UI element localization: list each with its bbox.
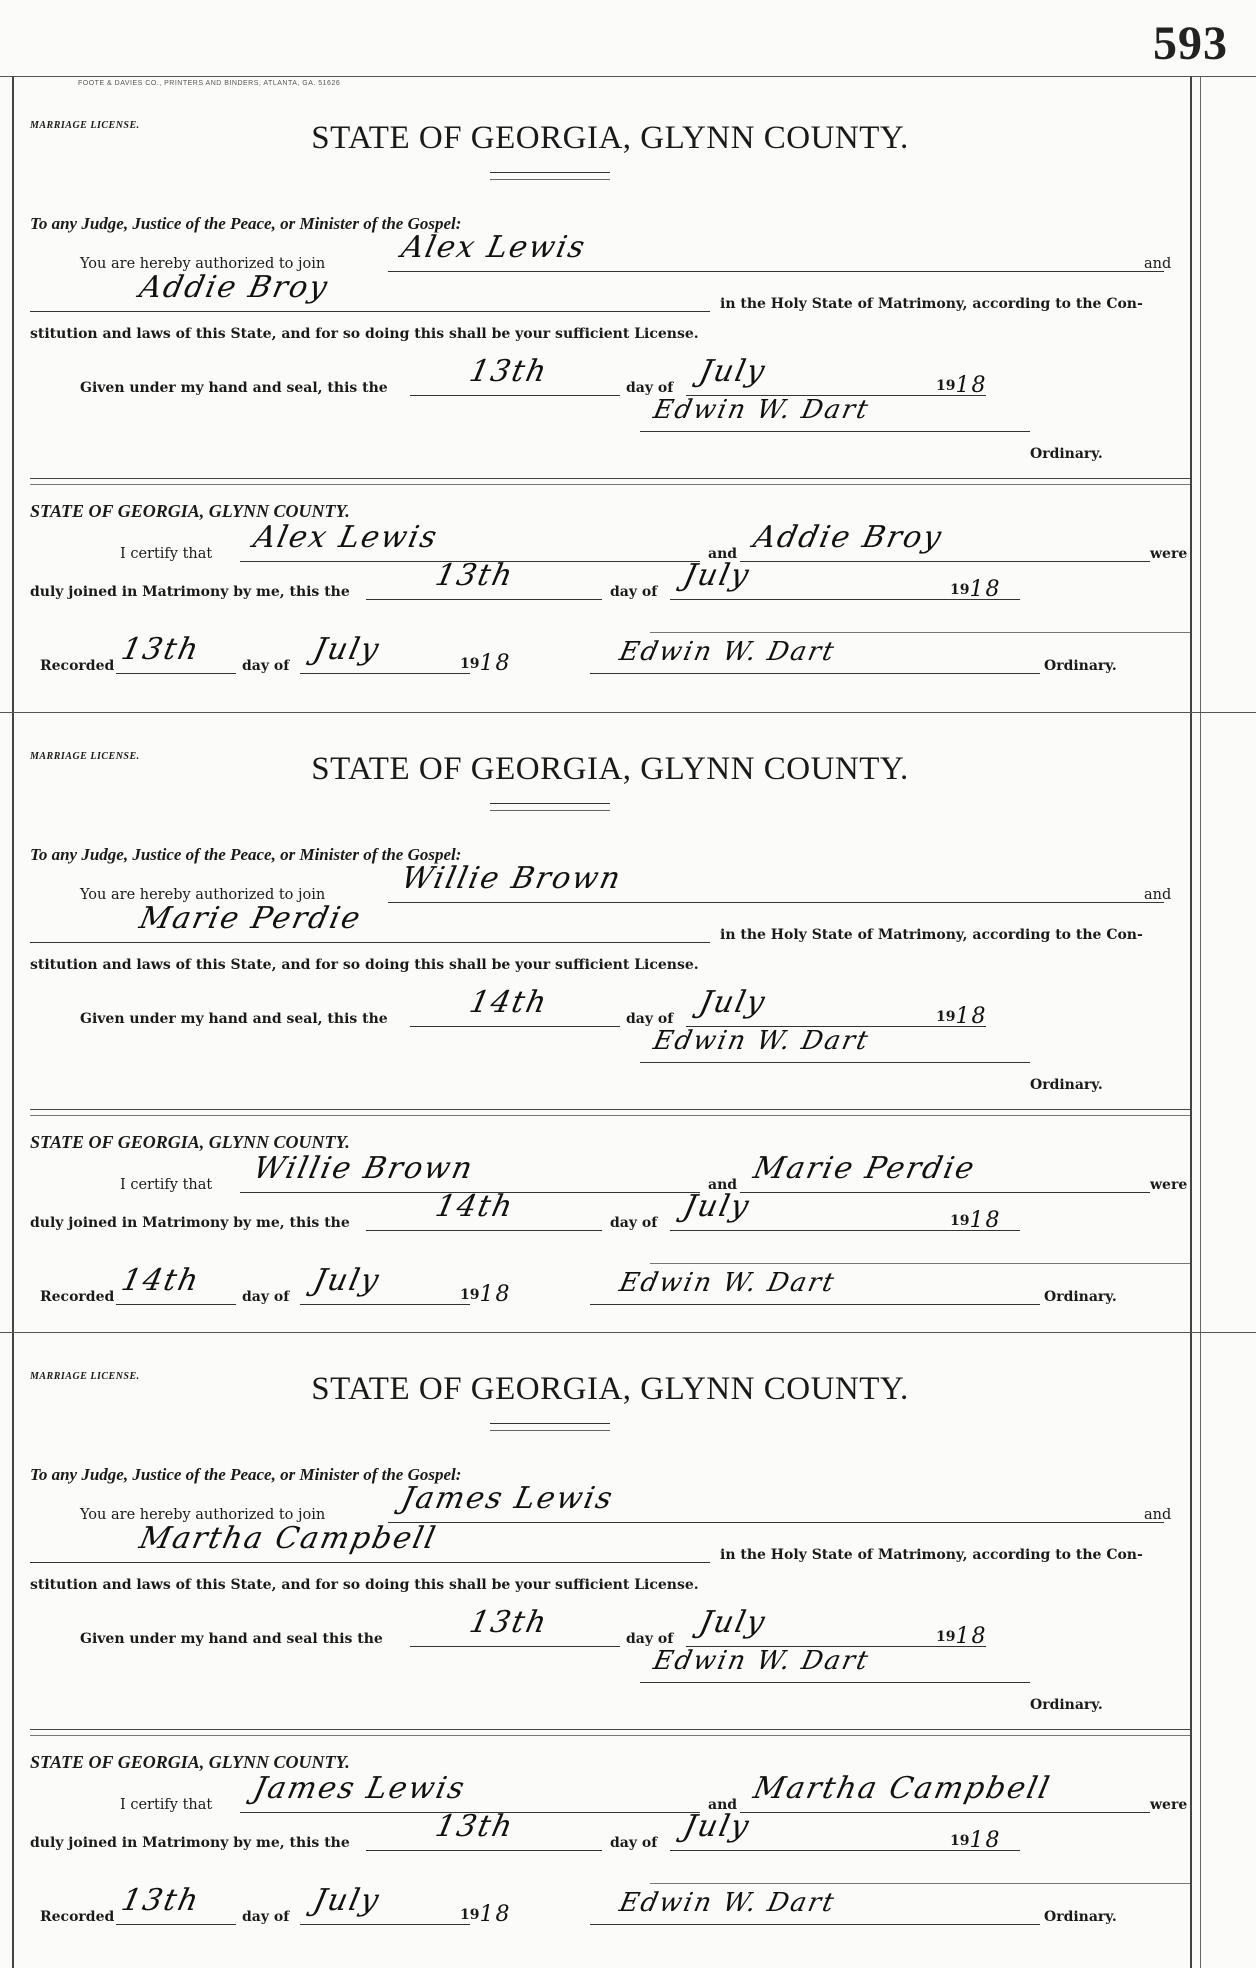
title-rule — [490, 1423, 610, 1424]
married-year-value: 18 — [969, 1208, 1002, 1233]
recorded-year-prefix: 19 — [460, 1907, 480, 1923]
married-month: July — [680, 1189, 754, 1224]
recorded-year-prefix: 19 — [460, 1287, 480, 1303]
constitution-text: stitution and laws of this State, and for so doing this shall be your sufficient License. — [30, 1577, 699, 1593]
day-of-text: day of — [626, 1011, 674, 1027]
day-of-text: day of — [626, 1631, 674, 1647]
ordinary-line — [30, 1061, 1190, 1101]
address-line — [30, 202, 1190, 242]
recorded-year-value: 18 — [479, 651, 512, 676]
groom-blank — [388, 861, 1164, 903]
recorded-year-value: 18 — [479, 1902, 512, 1927]
cert-day-of-text: day of — [610, 1835, 658, 1851]
license-day-blank — [410, 354, 620, 396]
recorded-day-blank — [116, 1263, 236, 1305]
bride-blank — [30, 270, 710, 312]
recorded-day: 13th — [118, 632, 204, 667]
duly-joined-text: duly joined in Matrimony by me, this the — [30, 1215, 350, 1231]
given-text: Given under my hand and seal, this the — [80, 380, 388, 396]
left-margin-rule — [12, 76, 14, 1968]
certify-text: I certify that — [120, 1177, 213, 1193]
married-year — [950, 1206, 1001, 1231]
cert-signature-rule — [650, 1263, 1190, 1264]
title-rule-lower — [490, 179, 610, 180]
recorded-day: 14th — [118, 1263, 204, 1298]
married-month: July — [680, 558, 754, 593]
recorded-text: Recorded — [40, 1289, 115, 1305]
bride-blank — [30, 901, 710, 943]
groom-blank — [388, 230, 1164, 272]
license-year-value: 18 — [955, 1004, 988, 1029]
page-number: 593 — [1153, 17, 1228, 70]
married-year-prefix: 19 — [950, 1213, 970, 1229]
addressee-text: To any Judge, Justice of the Peace, or Minister of the Gospel: — [30, 214, 462, 233]
ordinary-label: Ordinary. — [1030, 1077, 1103, 1093]
were-text: were — [1150, 1177, 1188, 1193]
ordinary-signature-blank — [640, 1028, 1030, 1063]
given-text: Given under my hand and seal this the — [80, 1631, 383, 1647]
year-prefix: 19 — [936, 1629, 956, 1645]
married-day-blank — [366, 558, 602, 600]
married-day: 13th — [432, 558, 518, 593]
and-text: and — [1144, 887, 1172, 903]
bride-name: Addie Broy — [136, 270, 333, 305]
married-day: 13th — [432, 1809, 518, 1844]
duly-joined-text: duly joined in Matrimony by me, this the — [30, 1835, 350, 1851]
ordinary-line — [30, 1681, 1190, 1721]
ordinary-signature-blank — [640, 1648, 1030, 1683]
section-divider-lower — [30, 1735, 1190, 1736]
marriage-record-2 — [30, 715, 1190, 1335]
addressee-text: To any Judge, Justice of the Peace, or Minister of the Gospel: — [30, 1465, 462, 1484]
license-year-value: 18 — [955, 373, 988, 398]
recorded-ordinary-label: Ordinary. — [1044, 1289, 1117, 1305]
license-day: 14th — [466, 985, 552, 1020]
year-prefix: 19 — [936, 1009, 956, 1025]
cert-groom-blank — [240, 520, 700, 562]
married-month: July — [680, 1809, 754, 1844]
duly-joined-text: duly joined in Matrimony by me, this the — [30, 584, 350, 600]
groom-name: James Lewis — [398, 1481, 618, 1516]
certify-text: I certify that — [120, 546, 213, 562]
recorded-signature-blank — [590, 639, 1040, 674]
ordinary-signature: Edwin W. Dart — [650, 1026, 873, 1056]
cert-bride-blank — [740, 1151, 1150, 1193]
authorized-text: You are hereby authorized to join — [80, 1507, 326, 1523]
recorded-month-blank — [300, 1883, 470, 1925]
license-month: July — [696, 1605, 770, 1640]
recorded-signature-blank — [590, 1890, 1040, 1925]
groom-name: Alex Lewis — [398, 230, 590, 265]
and-text: and — [1144, 1507, 1172, 1523]
top-rule — [0, 76, 1256, 77]
license-day-blank — [410, 1605, 620, 1647]
given-text: Given under my hand and seal, this the — [80, 1011, 388, 1027]
right-margin-rule — [1190, 76, 1192, 1968]
recorded-signature: Edwin W. Dart — [616, 1268, 839, 1298]
cert-signature-rule — [650, 632, 1190, 633]
license-year — [936, 371, 987, 396]
title-rule — [490, 172, 610, 173]
section-divider — [30, 1729, 1190, 1730]
holy-state-text: in the Holy State of Matrimony, according to the Con- — [720, 296, 1143, 312]
license-year — [936, 1002, 987, 1027]
cert-and-text: and — [708, 546, 738, 562]
license-month: July — [696, 354, 770, 389]
recorded-year — [460, 649, 511, 674]
day-of-text: day of — [626, 380, 674, 396]
cert-signature-rule — [650, 1883, 1190, 1884]
and-text: and — [1144, 256, 1172, 272]
recorded-day-of-text: day of — [242, 1909, 290, 1925]
section-divider — [30, 1109, 1190, 1110]
holy-state-text: in the Holy State of Matrimony, according to the Con- — [720, 927, 1143, 943]
recorded-text: Recorded — [40, 658, 115, 674]
constitution-text: stitution and laws of this State, and for so doing this shall be your sufficient License. — [30, 957, 699, 973]
married-year-value: 18 — [969, 1828, 1002, 1853]
duly-joined-line — [30, 1189, 1190, 1239]
cert-and-text: and — [708, 1177, 738, 1193]
recorded-month: July — [310, 1883, 384, 1918]
section-divider-lower — [30, 484, 1190, 485]
year-prefix: 19 — [936, 378, 956, 394]
recorded-ordinary-label: Ordinary. — [1044, 1909, 1117, 1925]
groom-blank — [388, 1481, 1164, 1523]
cert-groom-name: James Lewis — [250, 1771, 470, 1806]
recorded-day-blank — [116, 1883, 236, 1925]
duly-joined-line — [30, 1809, 1190, 1859]
married-day-blank — [366, 1189, 602, 1231]
cert-bride-blank — [740, 1771, 1150, 1813]
married-year-prefix: 19 — [950, 1833, 970, 1849]
certificate-heading: STATE OF GEORGIA, GLYNN COUNTY. — [30, 501, 350, 521]
license-year — [936, 1622, 987, 1647]
cert-groom-blank — [240, 1771, 700, 1813]
record-separator-1 — [0, 712, 1256, 713]
cert-groom-blank — [240, 1151, 700, 1193]
were-text: were — [1150, 546, 1188, 562]
ordinary-signature: Edwin W. Dart — [650, 395, 873, 425]
recorded-text: Recorded — [40, 1909, 115, 1925]
printer-imprint: FOOTE & DAVIES CO., PRINTERS AND BINDERS, ATLANTA, GA. 51626 — [78, 80, 341, 87]
state-title: STATE OF GEORGIA, GLYNN COUNTY. — [311, 751, 909, 787]
recorded-month-blank — [300, 1263, 470, 1305]
recorded-year-value: 18 — [479, 1282, 512, 1307]
recorded-day-of-text: day of — [242, 658, 290, 674]
recorded-year-prefix: 19 — [460, 656, 480, 672]
recorded-signature: Edwin W. Dart — [616, 1888, 839, 1918]
ordinary-label: Ordinary. — [1030, 1697, 1103, 1713]
certificate-heading: STATE OF GEORGIA, GLYNN COUNTY. — [30, 1132, 350, 1152]
bride-name: Marie Perdie — [136, 901, 366, 936]
certify-text: I certify that — [120, 1797, 213, 1813]
married-day-blank — [366, 1809, 602, 1851]
marriage-license-label: MARRIAGE LICENSE. — [30, 120, 140, 131]
cert-heading-line — [30, 490, 1190, 530]
recorded-month-blank — [300, 632, 470, 674]
recorded-ordinary-label: Ordinary. — [1044, 658, 1117, 674]
married-year-value: 18 — [969, 577, 1002, 602]
cert-heading-line — [30, 1121, 1190, 1161]
bride-blank — [30, 1521, 710, 1563]
married-year — [950, 1826, 1001, 1851]
holy-state-text: in the Holy State of Matrimony, according to the Con- — [720, 1547, 1143, 1563]
cert-bride-name: Martha Campbell — [750, 1771, 1055, 1806]
married-year — [950, 575, 1001, 600]
ordinary-line — [30, 430, 1190, 470]
recorded-month: July — [310, 1263, 384, 1298]
certify-line — [30, 1151, 1190, 1201]
duly-joined-line — [30, 558, 1190, 608]
recorded-day-of-text: day of — [242, 1289, 290, 1305]
marriage-record-1 — [30, 84, 1190, 704]
bride-name: Martha Campbell — [136, 1521, 441, 1556]
constitution-line — [30, 941, 1190, 981]
cert-bride-name: Marie Perdie — [750, 1151, 980, 1186]
ordinary-signature: Edwin W. Dart — [650, 1646, 873, 1676]
authorized-text: You are hereby authorized to join — [80, 887, 326, 903]
ordinary-label: Ordinary. — [1030, 446, 1103, 462]
title-rule — [490, 803, 610, 804]
state-title: STATE OF GEORGIA, GLYNN COUNTY. — [311, 120, 909, 156]
recorded-year — [460, 1280, 511, 1305]
state-title: STATE OF GEORGIA, GLYNN COUNTY. — [311, 1371, 909, 1407]
certify-line — [30, 520, 1190, 570]
section-divider-lower — [30, 1115, 1190, 1116]
married-year-prefix: 19 — [950, 582, 970, 598]
constitution-line — [30, 310, 1190, 350]
cert-bride-blank — [740, 520, 1150, 562]
marriage-license-label: MARRIAGE LICENSE. — [30, 751, 140, 762]
recorded-line — [30, 1883, 1190, 1933]
cert-bride-name: Addie Broy — [750, 520, 947, 555]
groom-name: Willie Brown — [398, 861, 626, 896]
recorded-signature: Edwin W. Dart — [616, 637, 839, 667]
cert-groom-name: Willie Brown — [250, 1151, 478, 1186]
marriage-license-label: MARRIAGE LICENSE. — [30, 1371, 140, 1382]
license-day: 13th — [466, 354, 552, 389]
title-rule-lower — [490, 810, 610, 811]
title-rule-lower — [490, 1430, 610, 1431]
certificate-heading: STATE OF GEORGIA, GLYNN COUNTY. — [30, 1752, 350, 1772]
right-margin-rule-inner — [1200, 76, 1201, 1968]
certify-line — [30, 1771, 1190, 1821]
cert-and-text: and — [708, 1797, 738, 1813]
license-day: 13th — [466, 1605, 552, 1640]
cert-day-of-text: day of — [610, 584, 658, 600]
recorded-year — [460, 1900, 511, 1925]
recorded-day-blank — [116, 632, 236, 674]
authorized-text: You are hereby authorized to join — [80, 256, 326, 272]
were-text: were — [1150, 1797, 1188, 1813]
cert-day-of-text: day of — [610, 1215, 658, 1231]
marriage-record-3 — [30, 1335, 1190, 1955]
ordinary-signature-blank — [640, 397, 1030, 432]
addressee-text: To any Judge, Justice of the Peace, or Minister of the Gospel: — [30, 845, 462, 864]
recorded-day: 13th — [118, 1883, 204, 1918]
constitution-line — [30, 1561, 1190, 1601]
recorded-line — [30, 1263, 1190, 1313]
section-divider — [30, 478, 1190, 479]
license-day-blank — [410, 985, 620, 1027]
recorded-signature-blank — [590, 1270, 1040, 1305]
recorded-month: July — [310, 632, 384, 667]
license-month: July — [696, 985, 770, 1020]
license-year-value: 18 — [955, 1624, 988, 1649]
constitution-text: stitution and laws of this State, and for so doing this shall be your sufficient License. — [30, 326, 699, 342]
recorded-line — [30, 632, 1190, 682]
married-day: 14th — [432, 1189, 518, 1224]
cert-groom-name: Alex Lewis — [250, 520, 442, 555]
